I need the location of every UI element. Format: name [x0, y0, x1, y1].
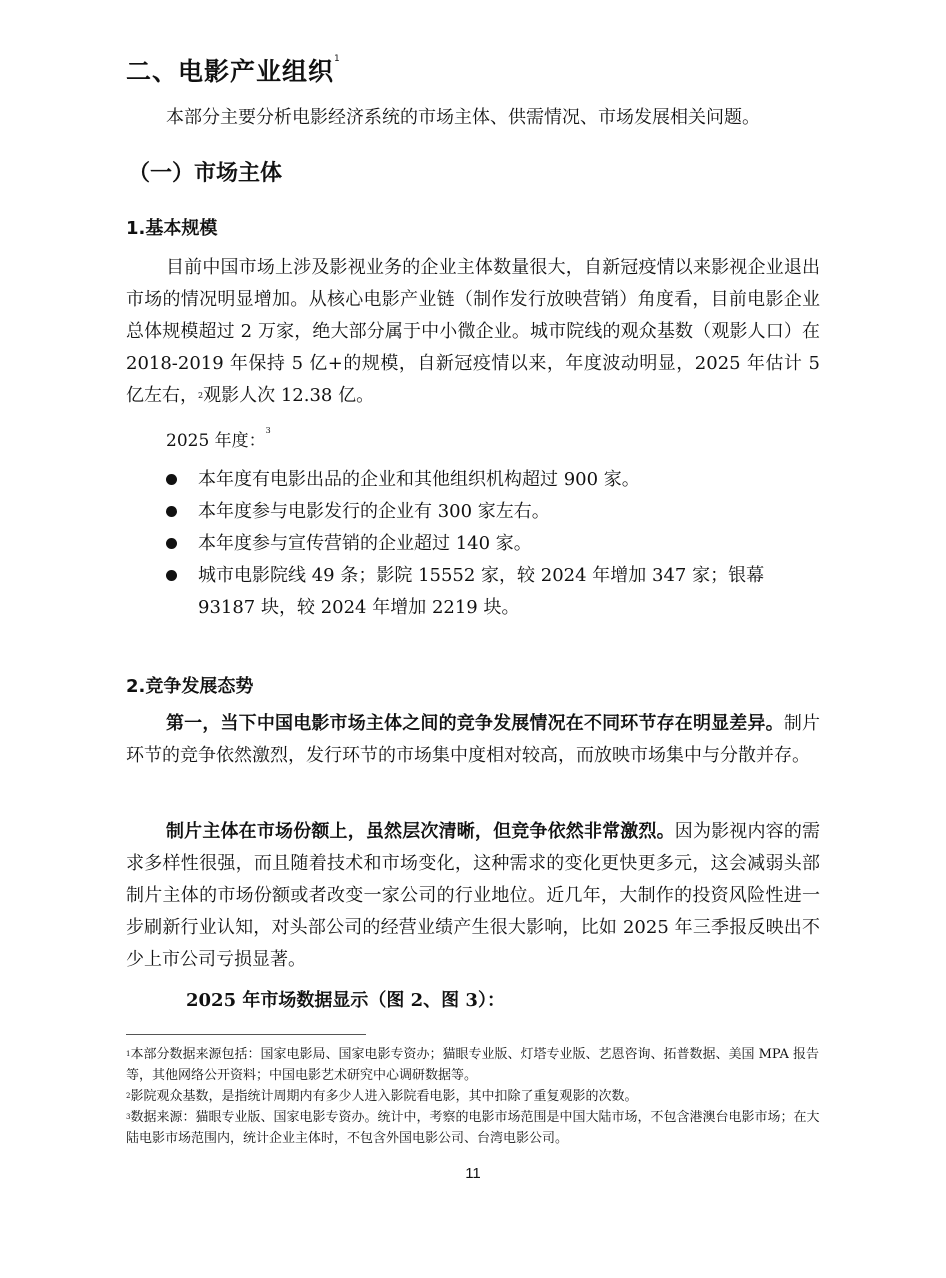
- footnote-mark: 1: [126, 1050, 131, 1058]
- competition-paragraph-1: [126, 708, 820, 772]
- list-item-text: 本年度参与电影发行的企业有 300 家左右。: [198, 501, 550, 522]
- footnote-mark: 2: [126, 1092, 131, 1100]
- footnote-3: [126, 1107, 820, 1149]
- footnote-1: [126, 1044, 820, 1086]
- footnote-text: 数据来源：猫眼专业版、国家电影专资办。统计中，考察的电影市场范围是中国大陆市场，不包含港澳台电影市场；在大陆电影市场范围内，统计企业主体时，不包含外国电影公司、台湾电影公司。: [126, 1110, 820, 1146]
- footnote-ref[interactable]: 3: [265, 426, 271, 435]
- list-item: [126, 496, 820, 528]
- list-item: [126, 528, 820, 560]
- section-heading: （一）市场主体: [128, 161, 283, 186]
- footnote-ref[interactable]: 1: [334, 54, 341, 64]
- intro-paragraph: 本部分主要分析电影经济系统的市场主体、供需情况、市场发展相关问题。: [166, 107, 760, 128]
- paragraph-text: 因为影视内容的需求多样性很强，而且随着技术和市场变化，这种需求的变化更快更多元，这会减弱头部制片主体的市场份额或者改变一家公司的行业地位。近几年，大制作的投资风险性进一步刷新行业认知，对头部公司的经营业绩产生很大影响，比如 2025 年三季报反映出不少上市公司亏损显著。: [126, 821, 820, 970]
- footnote-text: 本部分数据来源包括：国家电影局、国家电影专资办；猫眼专业版、灯塔专业版、艺恩咨询、拓普数据、美国 MPA 报告等，其他网络公开资料；中国电影艺术研究中心调研数据等。: [126, 1047, 819, 1083]
- list-item-text: 本年度参与宣传营销的企业超过 140 家。: [198, 533, 532, 554]
- emphasis-text: 第一，当下中国电影市场主体之间的竞争发展情况在不同环节存在明显差异。: [166, 713, 784, 734]
- chapter-heading-text: 二、电影产业组织: [126, 57, 335, 86]
- subsection-heading-scale: 1.基本规模: [126, 218, 218, 239]
- scale-paragraph: [126, 252, 820, 412]
- competition-paragraph-2: [126, 816, 820, 976]
- page-number: 11: [465, 1165, 481, 1182]
- bullet-icon: [166, 538, 177, 549]
- bullet-icon: [166, 474, 177, 485]
- emphasis-text: 制片主体在市场份额上，虽然层次清晰，但竞争依然非常激烈。: [166, 821, 675, 842]
- scale-paragraph-tail: 观影人次 12.38 亿。: [203, 385, 375, 406]
- subsection-heading-competition: 2.竞争发展态势: [126, 676, 254, 697]
- bullet-icon: [166, 570, 177, 581]
- footnote-ref[interactable]: 2: [198, 391, 204, 400]
- footnote-2: [126, 1086, 820, 1107]
- bullet-icon: [166, 506, 177, 517]
- footnote-divider: [126, 1034, 366, 1035]
- list-item-text: 城市电影院线 49 条；影院 15552 家，较 2024 年增加 347 家；银幕 93187 块，较 2024 年增加 2219 块。: [198, 565, 765, 618]
- figure-reference-line: 2025 年市场数据显示（图 2、图 3）：: [186, 990, 505, 1011]
- footnote-text: 影院观众基数，是指统计周期内有多少人进入影院看电影，其中扣除了重复观影的次数。: [130, 1089, 638, 1104]
- chapter-heading: [126, 52, 341, 88]
- year-label: [166, 426, 271, 451]
- bullet-list: [126, 464, 820, 624]
- list-item: [126, 464, 820, 496]
- footnotes: [126, 1044, 820, 1149]
- scale-paragraph-text: 目前中国市场上涉及影视业务的企业主体数量很大，自新冠疫情以来影视企业退出市场的情况明显增加。从核心电影产业链（制作发行放映营销）角度看，目前电影企业总体规模超过 2 万家，绝大部分属于中小微企业。城市院线的观众基数（观影人口）在 2018-2019 年保持 5 亿+的规模，自新冠疫情以来，年度波动明显，2025 年估计 5 亿左右，: [126, 257, 820, 406]
- footnote-mark: 3: [126, 1113, 131, 1121]
- list-item-text: 本年度有电影出品的企业和其他组织机构超过 900 家。: [198, 469, 640, 490]
- year-label-text: 2025 年度：: [166, 431, 266, 451]
- list-item: [126, 560, 820, 624]
- paragraph-text: 制片环节的竞争依然激烈，发行环节的市场集中度相对较高，而放映市场集中与分散并存。: [126, 713, 820, 766]
